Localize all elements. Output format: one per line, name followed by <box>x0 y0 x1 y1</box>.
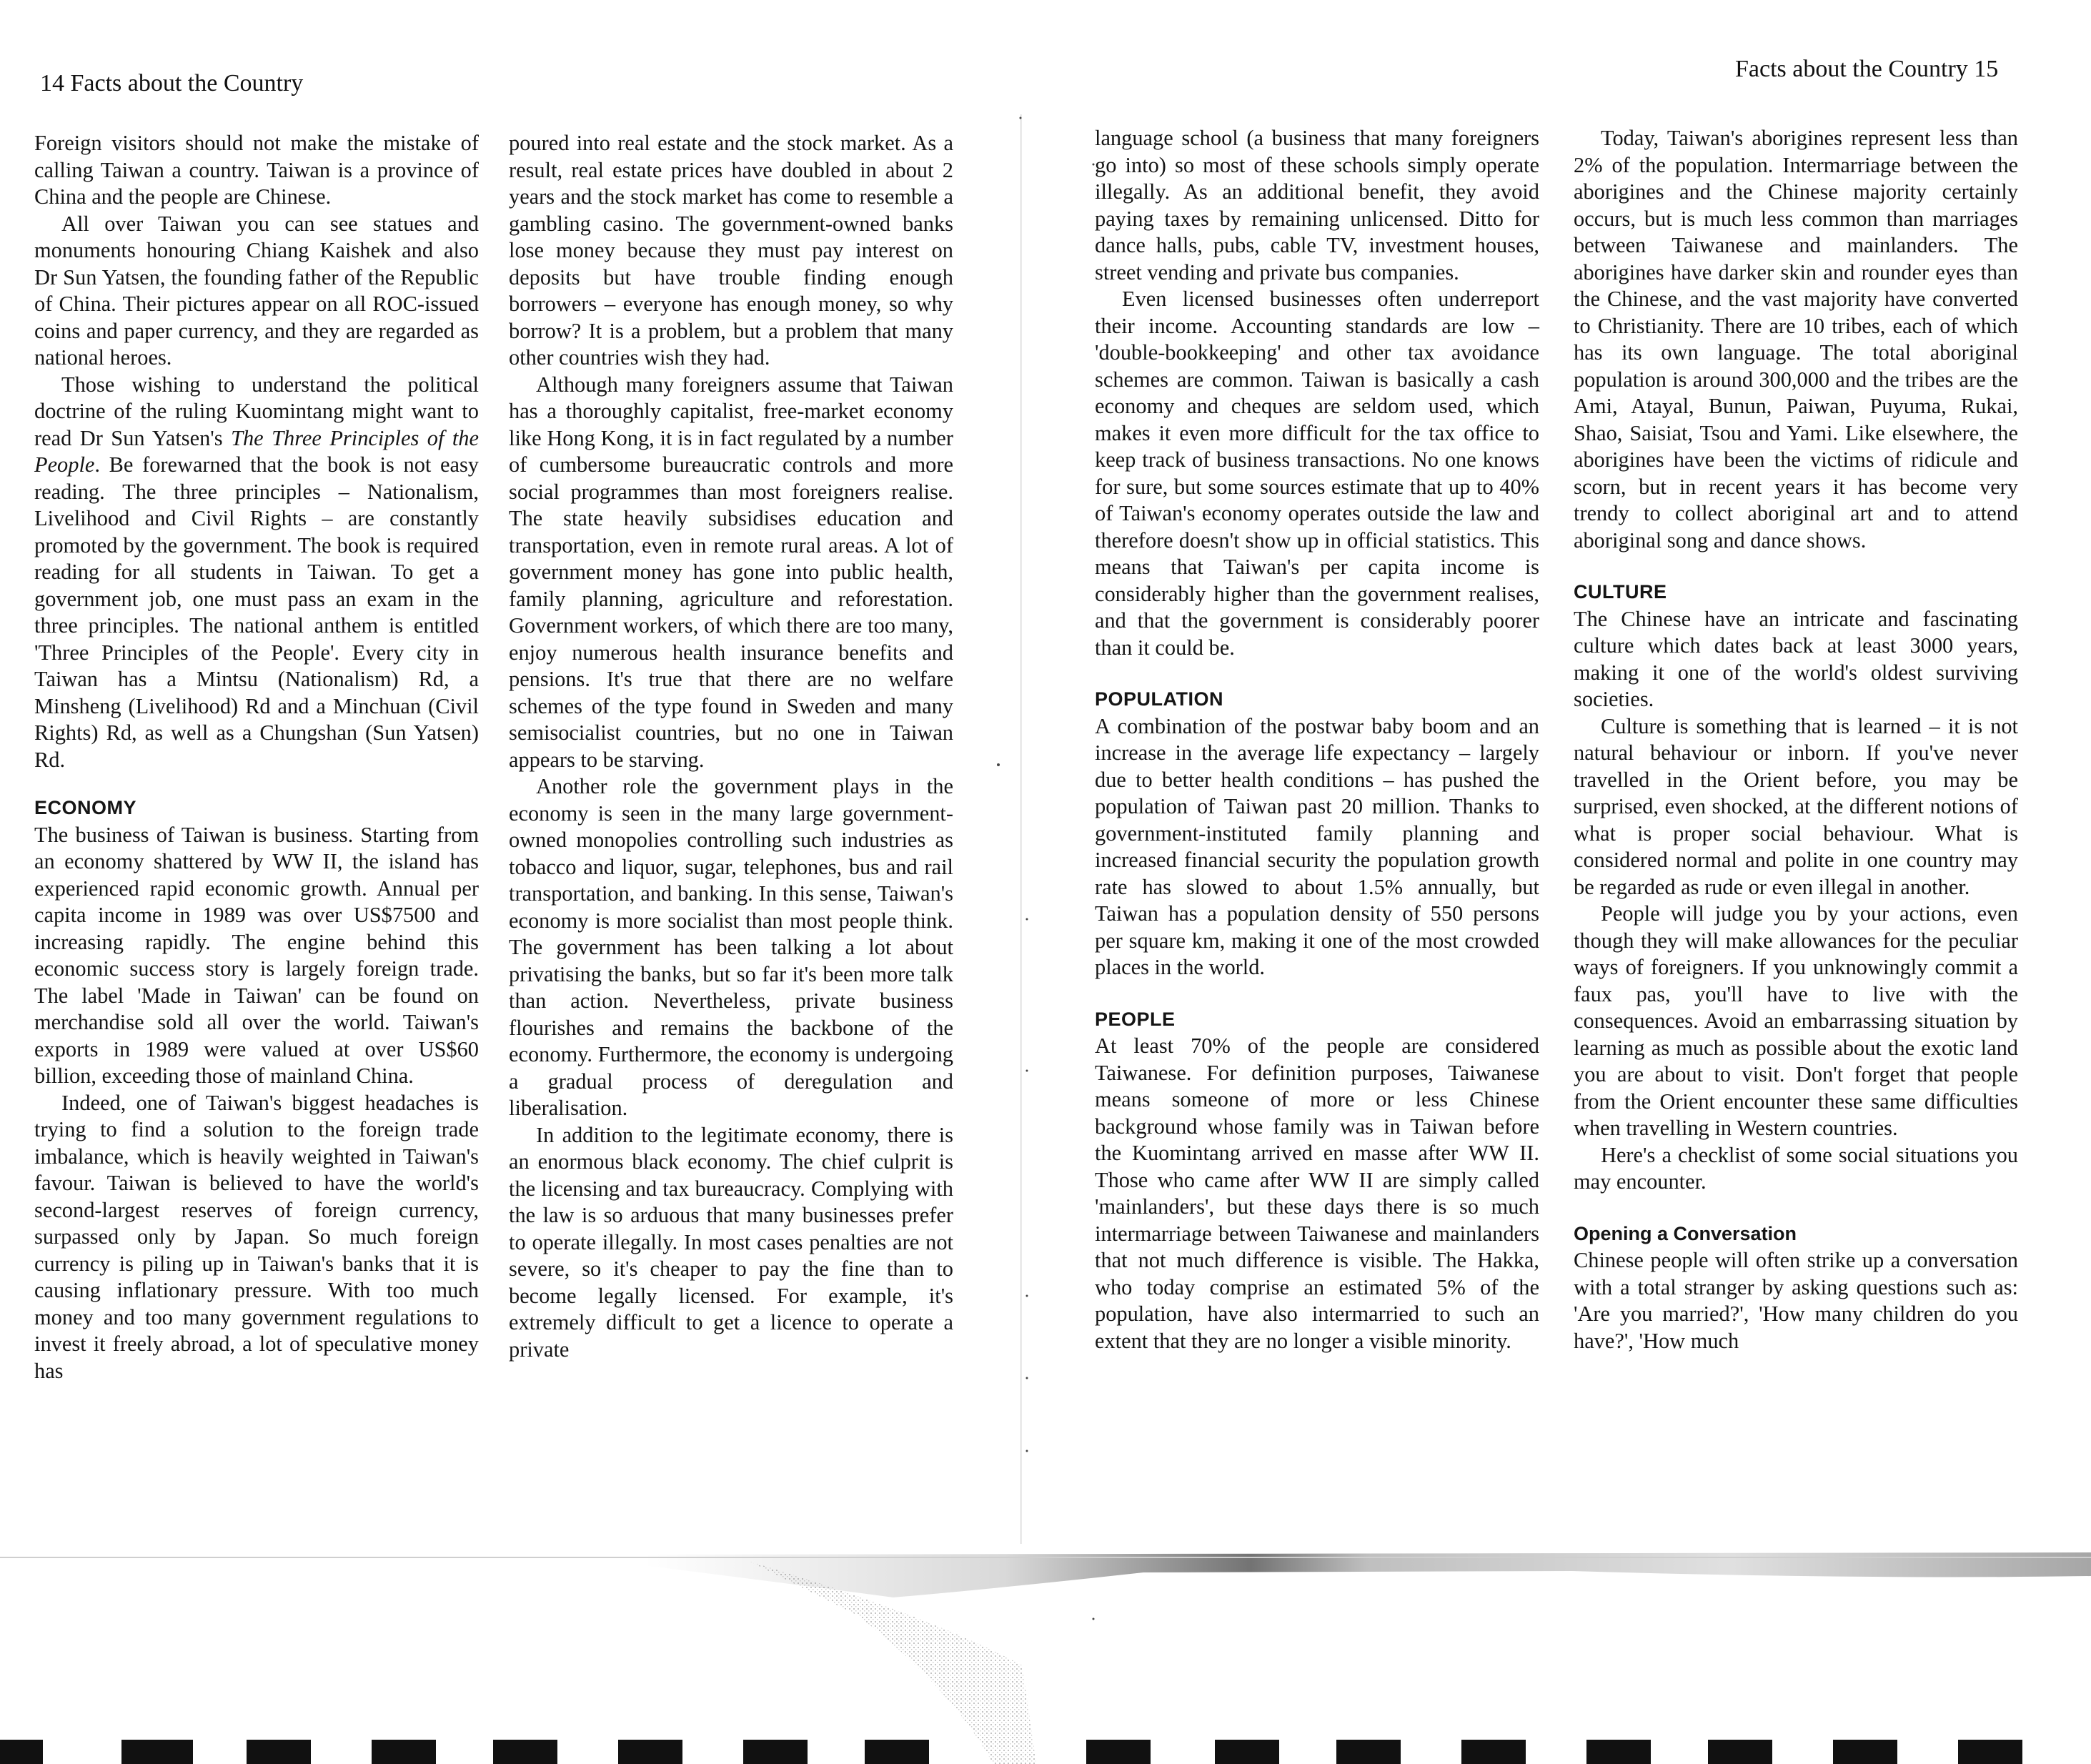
paragraph: language school (a business that many foreigners go into) so most of these schools simply operate illegally. As an additional benefit, they avoid paying taxes by remaining unlicensed. Ditto for dance halls, pubs, cable TV, investment houses, street vending and private bus companies. <box>1095 126 1539 284</box>
paragraph: A combination of the postwar baby boom and an increase in the average life expectancy – largely due to better health conditions – has pushed the population of Taiwan past 20 million. Thanks to government-instituted family planning and increased financial security the population growth rate has slowed to about 1.5% annually, but Taiwan has a population density of 550 persons per square km, making it one of the most crowded places in the world. <box>1095 713 1539 979</box>
left-page-header: 14 Facts about the Country <box>40 70 304 96</box>
section-heading-economy: ECONOMY <box>34 797 137 818</box>
paragraph: People will judge you by your actions, even though they will make allowances for the peculiar ways of foreigners. If you unknowingly commit a faux pas, you'll have to live with the consequences. Avoid an embarrassing situation by learning as much as possible about the exotic land you are about to visit. Don't forget that people from the Orient encounter these same difficulties when travelling in Western countries. <box>1574 901 2018 1140</box>
scan-specks <box>997 117 1095 1620</box>
page-spine <box>1020 114 1022 1544</box>
scanner-line <box>0 1557 2091 1558</box>
book-title: The Three Principles of the People <box>34 425 479 477</box>
paragraph: At least 70% of the people are considered Taiwanese. For definition purposes, Taiwanese means someone of more or less Chinese background whose family was in Taiwan before the Kuomintang arrived en masse after WW II. Those who came after WW II are simply called 'mainlanders', but these days there is so much intermarriage between Taiwanese and mainlanders that not much difference is visible. The Hakka, who today comprise an estimated 5% of the population, have also intermarried to such an extent that they are no longer a visible minority. <box>1095 1034 1539 1353</box>
paragraph: The business of Taiwan is business. Starting from an economy shattered by WW II, the island has experienced rapid economic growth. Annual per capita income in 1989 was over US$7500 and increasing rapidly. The engine behind this economic success story is largely foreign trade. The label 'Made in Taiwan' can be found on merchandise sold all over the world. Taiwan's exports in 1989 were valued at over US$60 billion, exceeding those of mainland China. <box>34 822 479 1088</box>
paragraph: Chinese people will often strike up a conversation with a total stranger by asking questions such as: 'Are you married?', 'How many children do you have?', 'How much <box>1574 1248 2018 1353</box>
paragraph: The Chinese have an intricate and fascinating culture which dates back at least 3000 years, making it one of the world's oldest surviving societies. <box>1574 606 2018 711</box>
left-page-column-2 <box>509 130 953 1363</box>
paragraph: Even licensed businesses often underreport their income. Accounting standards are low – 'double-bookkeeping' and other tax avoidance schemes are common. Taiwan is basically a cash economy and cheques are seldom used, which makes it even more difficult for the tax office to keep track of business transactions. No one knows for sure, but some sources estimate that up to 40% of Taiwan's economy operates outside the law and therefore doesn't show up in official statistics. This means that Taiwan's per capita income is considerably higher than the government realises, and that the government is considerably poorer than it could be. <box>1095 287 1539 660</box>
paragraph: Indeed, one of Taiwan's biggest headaches is trying to find a solution to the foreign trade imbalance, which is heavily weighted in Taiwan's favour. Taiwan is believed to have the world's second-largest reserves of foreign currency, surpassed only by Japan. So much foreign currency is piling up in Taiwan's banks that it is causing inflationary pressure. With too much money and too many government regulations to invest it freely abroad, a lot of speculative money has <box>34 1090 479 1383</box>
right-page-column-3 <box>1095 125 1539 1354</box>
paragraph <box>34 372 479 774</box>
section-heading-culture: CULTURE <box>1574 581 1667 603</box>
text-run: Those wishing to understand the political doctrine of the ruling Kuomintang might want to read Dr Sun Yatsen's <box>34 372 479 450</box>
paragraph: Here's a checklist of some social situations you may encounter. <box>1574 1142 2018 1194</box>
paragraph: Another role the government plays in the economy is seen in the many large government-owned monopolies controlling such industries as tobacco and liquor, sugar, telephones, bus and rail transportation, and banking. In this sense, Taiwan's economy is more socialist than most people think. The government has been talking a lot about privatising the banks, but so far it's been more talk than action. Nevertheless, private business flourishes and remains the backbone of the economy. Furthermore, the economy is undergoing a gradual process of deregulation and liberalisation. <box>509 774 953 1120</box>
paragraph: Foreign visitors should not make the mistake of calling Taiwan a country. Taiwan is a province of China and the people are Chinese. <box>34 131 479 209</box>
paragraph: In addition to the legitimate economy, there is an enormous black economy. The chief culprit is the licensing and tax bureaucracy. Complying with the law is so arduous that many businesses prefer to operate illegally. In most cases penalties are not severe, so it's cheaper to pay the fine than to become legally licensed. For example, it's extremely difficult to get a licence to operate a private <box>509 1122 953 1362</box>
text-run: . Be forewarned that the book is not easy reading. The three principles – Nationalism, Livelihood and Civil Rights – are constantly promoted by the government. The book is required reading for all students in Taiwan. To get a government job, one must pass an exam in the three principles. The national anthem is entitled 'Three Principles of the People'. Every city in Taiwan has a Mintsu (Nationalism) Rd, a Minsheng (Livelihood) Rd and a Minchuan (Civil Rights) Rd, as well as a Chungshan (Sun Yatsen) Rd. <box>34 452 479 772</box>
right-page-column-4 <box>1574 125 2018 1354</box>
paragraph: poured into real estate and the stock market. As a result, real estate prices have doubled in about 2 years and the stock market has come to resemble a gambling casino. The government-owned banks lose money because they must pay interest on deposits but have trouble finding enough borrowers – everyone has enough money, so why borrow? It is a problem, but a problem that many other countries wish they had. <box>509 131 953 370</box>
paragraph: Culture is something that is learned – it is not natural behaviour or inborn. If you've never travelled in the Orient before, you may be surprised, even shocked, at the different notions of what is proper social behaviour. What is considered normal and polite in one country may be regarded as rude or even illegal in another. <box>1574 713 2018 899</box>
left-page-column-1 <box>34 130 479 1384</box>
paragraph: Although many foreigners assume that Taiwan has a thoroughly capitalist, free-market economy like Hong Kong, it is in fact regulated by a number of cumbersome bureaucratic controls and more social programmes than most foreigners realise. The state heavily subsidises education and transportation, even in remote rural areas. A lot of government money has gone into public health, family planning, agriculture and reforestation. Government workers, of which there are too many, enjoy numerous health insurance benefits and pensions. It's true that there are no welfare schemes of the type found in Sweden and many semisocialist countries, but no one in Taiwan appears to be starving. <box>509 372 953 772</box>
subsection-heading-opening-a-conversation: Opening a Conversation <box>1574 1222 1797 1244</box>
right-page-header: Facts about the Country 15 <box>1735 56 1999 82</box>
paragraph: Today, Taiwan's aborigines represent less than 2% of the population. Intermarriage between the aborigines and the Chinese majority certainly occurs, but is much less common than marriages between Taiwanese and mainlanders. The aborigines have darker skin and rounder eyes than the Chinese, and the vast majority have converted to Christianity. There are 10 tribes, each of which has its own language. The total aboriginal population is around 300,000 and the tribes are the Ami, Atayal, Bunun, Paiwan, Puyuma, Rukai, Shao, Saisiat, Tsou and Yami. Like elsewhere, the aborigines have been the victims of ridicule and scorn, but in recent years it has become very trendy to collect aboriginal art and to attend aboriginal song and dance shows. <box>1574 126 2018 553</box>
section-heading-population: POPULATION <box>1095 688 1223 710</box>
scanner-smear <box>643 1552 2091 1597</box>
paragraph: All over Taiwan you can see statues and monuments honouring Chiang Kaishek and also Dr Sun Yatsen, the founding father of the Republic of China. Their pictures appear on all ROC-issued coins and paper currency, and they are regarded as national heroes. <box>34 211 479 370</box>
section-heading-people: PEOPLE <box>1095 1008 1176 1030</box>
